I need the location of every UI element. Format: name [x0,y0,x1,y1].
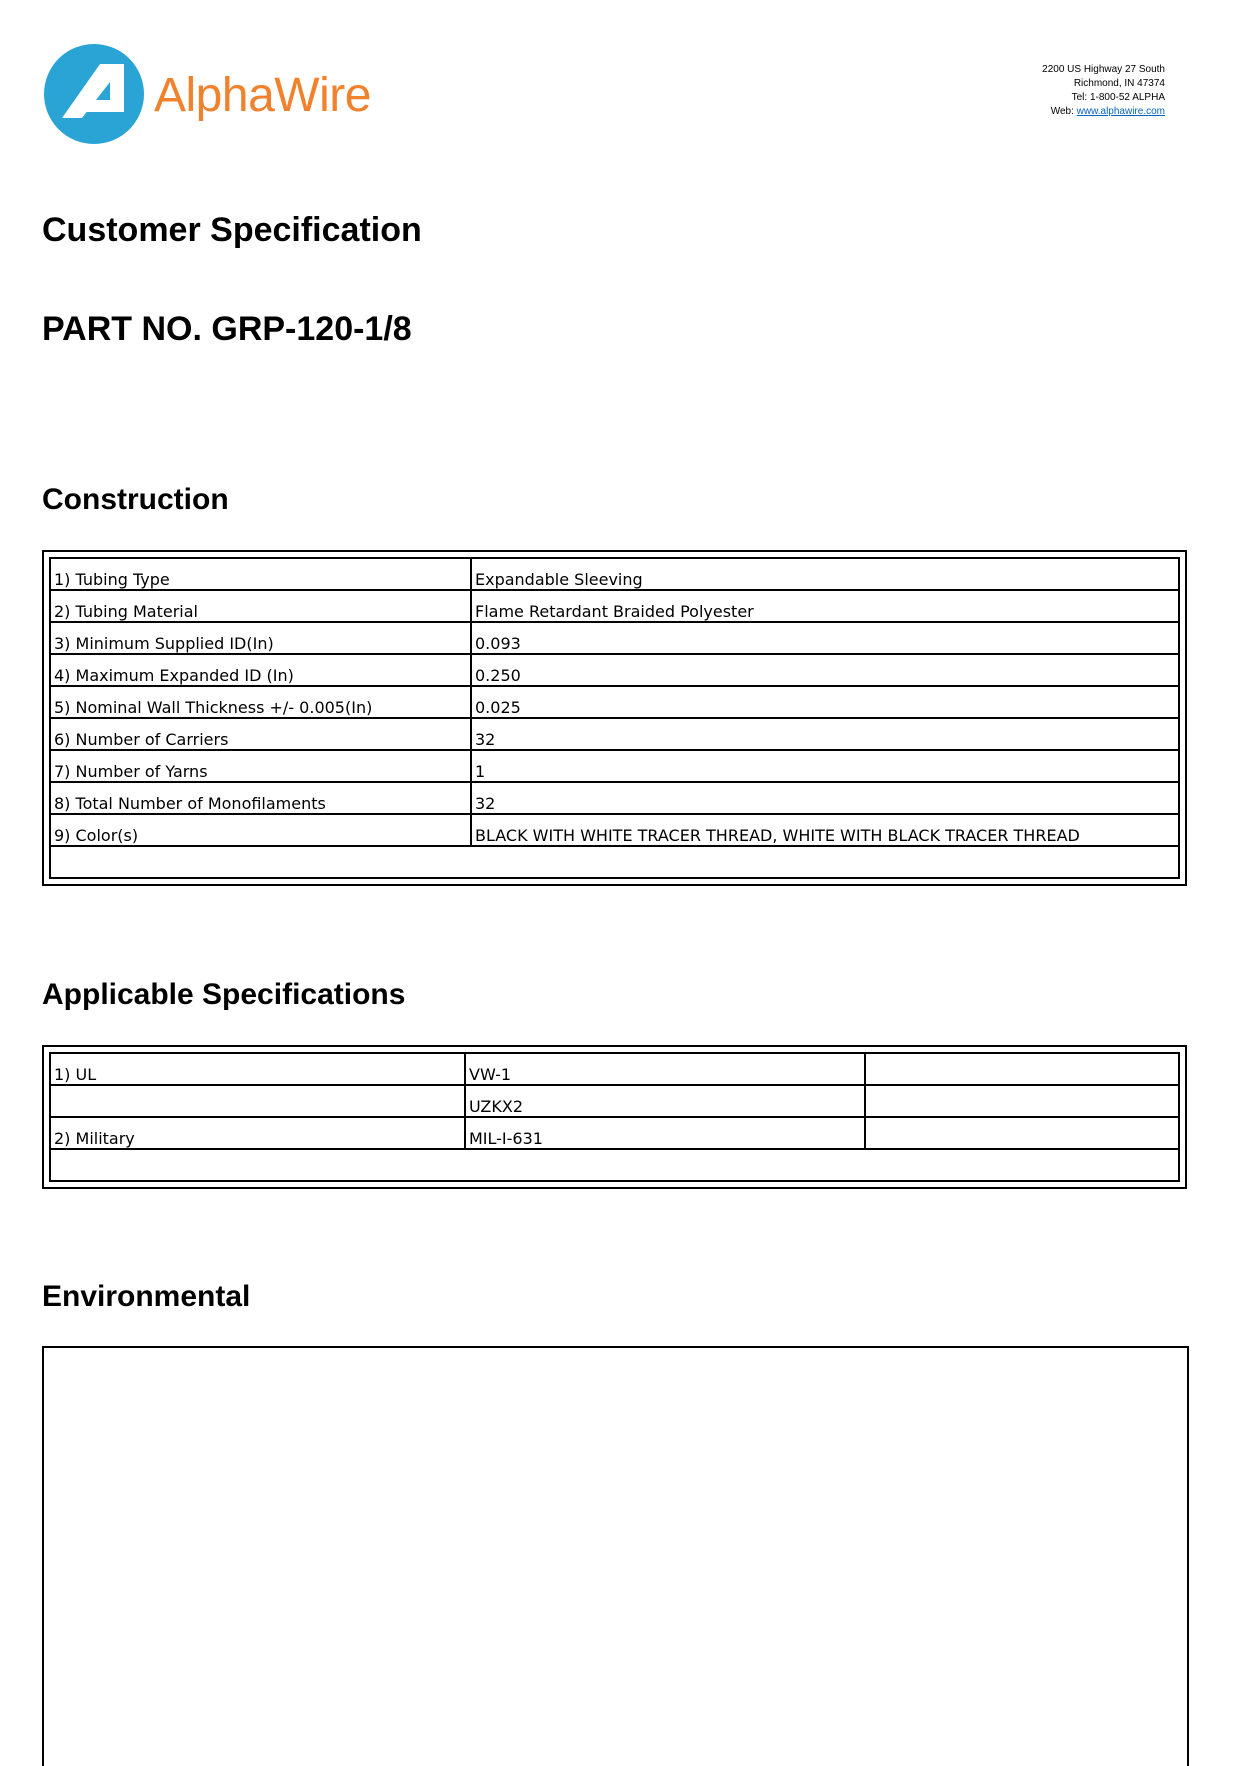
applicable-specifications-table [42,1045,1187,1189]
company-address [905,63,1165,119]
table-row-empty [50,846,1179,878]
table-row [50,686,1179,718]
table-cell: 32 [471,718,1179,750]
table-cell: 1) Tubing Type [50,558,471,590]
address-street: 2200 US Highway 27 South [1042,64,1165,75]
table-cell [865,1117,1179,1149]
address-phone: Tel: 1-800-52 ALPHA [1071,92,1165,103]
table-cell: 8) Total Number of Monofilaments [50,782,471,814]
table-cell: 32 [471,782,1179,814]
address-web [905,105,1165,119]
table-row [50,1117,1179,1149]
environmental-box [42,1346,1189,1766]
table-cell: 0.093 [471,622,1179,654]
table-cell [50,1085,465,1117]
table-row [50,1085,1179,1117]
table-cell: BLACK WITH WHITE TRACER THREAD, WHITE WITH BLACK TRACER THREAD [471,814,1179,846]
address-city: Richmond, IN 47374 [1073,78,1165,89]
table-row [50,718,1179,750]
table-cell: 6) Number of Carriers [50,718,471,750]
table-cell: UZKX2 [465,1085,865,1117]
table-cell: Flame Retardant Braided Polyester [471,590,1179,622]
table-cell: Expandable Sleeving [471,558,1179,590]
construction-heading: Construction [42,483,229,516]
table-row [50,622,1179,654]
construction-table [42,550,1187,886]
table-cell: 1 [471,750,1179,782]
table-cell: MIL-I-631 [465,1117,865,1149]
alphawire-logo-icon [42,42,146,146]
table-row [50,654,1179,686]
table-row [50,590,1179,622]
alphawire-logo [42,42,442,146]
table-cell: 0.025 [471,686,1179,718]
table-cell: 4) Maximum Expanded ID (In) [50,654,471,686]
table-cell: 7) Number of Yarns [50,750,471,782]
environmental-heading: Environmental [42,1280,251,1313]
table-row [50,782,1179,814]
table-cell: 5) Nominal Wall Thickness +/- 0.005(In) [50,686,471,718]
table-cell [865,1053,1179,1085]
website-link[interactable]: www.alphawire.com [1076,106,1165,117]
table-cell: 2) Military [50,1117,465,1149]
table-cell: 9) Color(s) [50,814,471,846]
table-cell: 1) UL [50,1053,465,1085]
document-title: Customer Specification [42,211,422,249]
table-row [50,750,1179,782]
table-row [50,1053,1179,1085]
table-cell: VW-1 [465,1053,865,1085]
table-row [50,814,1179,846]
web-label: Web: [1050,106,1077,117]
table-cell: 3) Minimum Supplied ID(In) [50,622,471,654]
table-cell: 2) Tubing Material [50,590,471,622]
table-row-empty [50,1149,1179,1181]
alphawire-wordmark: AlphaWire [154,69,371,122]
table-cell [865,1085,1179,1117]
part-number: PART NO. GRP-120-1/8 [42,310,412,348]
table-row [50,558,1179,590]
applicable-specifications-heading: Applicable Specifications [42,978,406,1011]
table-cell: 0.250 [471,654,1179,686]
